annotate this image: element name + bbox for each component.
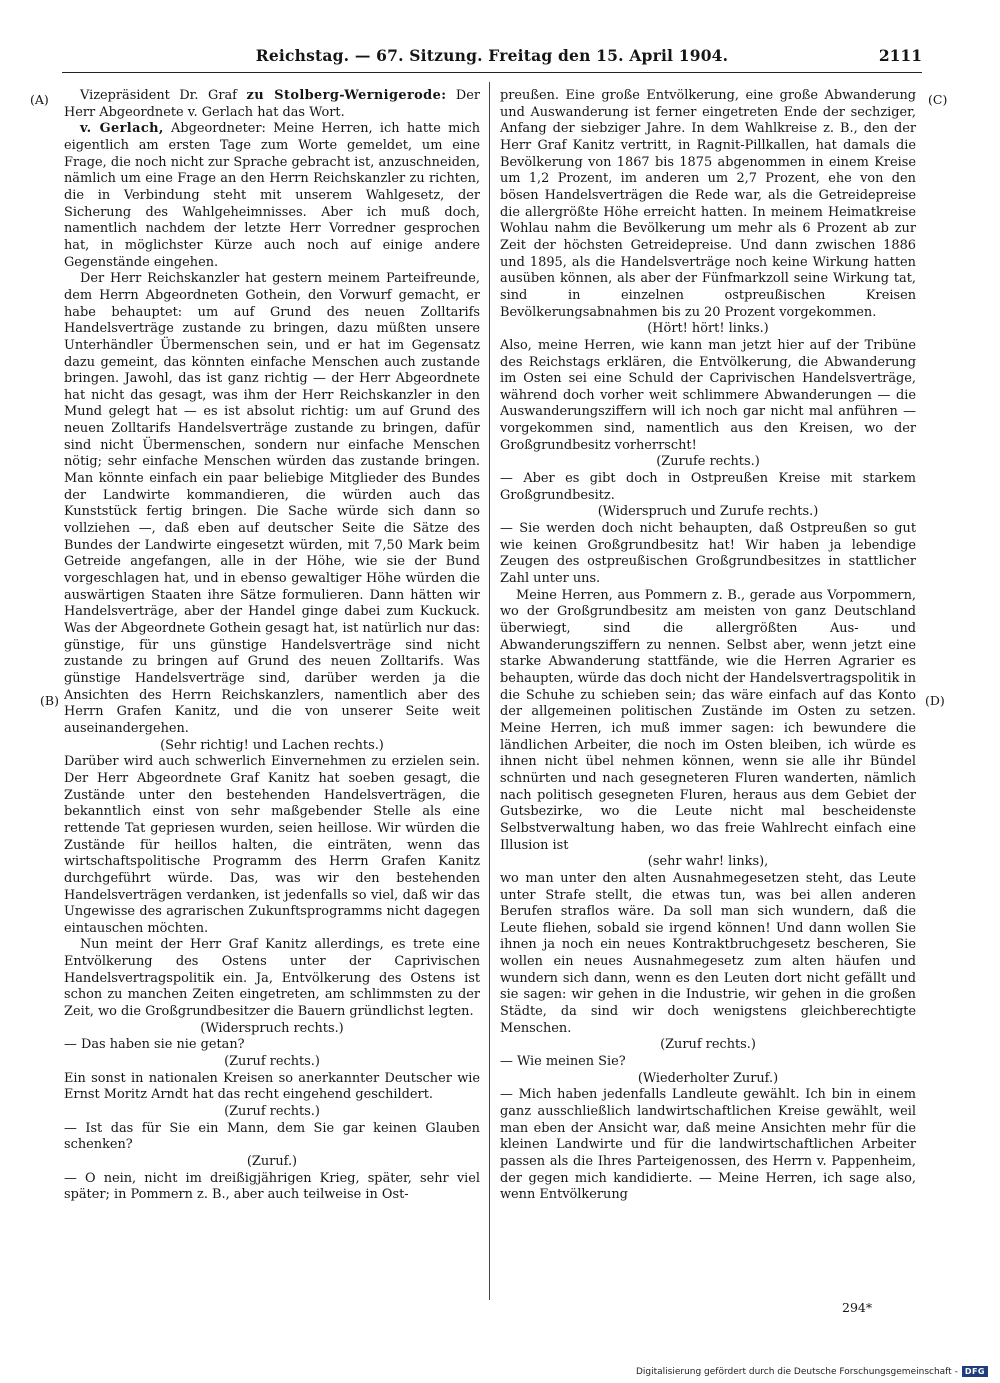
dfg-logo: DFG	[962, 1366, 988, 1377]
paragraph: Der Herr Reichskanzler hat gestern meinem Parteifreunde, dem Herrn Abgeordneten Gothein, den Vorwurf gemacht, er habe behauptet: um auf Grund des neuen Zolltarifs Handelsverträge zustande zu bringen, dazu müßten unsere Unterhändler Übermenschen sein, und er hat im Gegensatz dazu gemeint, das könnten einfache Menschen auch zustande bringen. Jawohl, das ist ganz richtig — der Herr Abgeordnete hat nicht das gesagt, was ihm der Herr Reichskanzler in den Mund gelegt hat — es ist absolut richtig: um auf Grund des neuen Zolltarifs Handelsverträge zustande zu bringen, dafür sind nicht Übermenschen, sondern nur einfache Menschen nötig; sehr einfache Menschen würden das zustande bringen. Man könnte einfach ein paar beliebige Mitglieder des Bundes der Landwirte kommandieren, die würden auch das Kunststück fertig bringen. Die Sache würde sich dann so vollziehen —, daß eben auf deutscher Seite die Sätze des Bundes der Landwirte eingesetzt würden, mit 7,50 Mark beim Getreide angefangen, alle in der Höhe, wie sie der Bund vorgeschlagen hat, und in ebenso gewaltiger Höhe würden die auswärtigen Staaten ihre Sätze formulieren. Dann hätten wir Handelsverträge, aber der Handel ginge dabei zum Kuckuck. Was der Abgeordnete Gothein gesagt hat, ist natürlich nur das: günstige, für uns günstige Handelsverträge sind nicht zustande zu bringen auf Grund des neuen Zolltarifs. Was günstige Handelsverträge sind, darüber werden ja die Ansichten des Herrn Reichskanzlers, namentlich aber des Herrn Grafen Kanitz, und die von unserer Seite weit auseinandergehen.	[64, 271, 480, 736]
paragraph: — Das haben sie nie getan?	[64, 1037, 245, 1053]
credit-text: Digitalisierung gefördert durch die Deutsche Forschungsgemeinschaft -	[635, 1366, 958, 1377]
page-header	[62, 44, 922, 73]
interjection: (Widerspruch und Zurufe rechts.)	[597, 504, 819, 520]
digitization-credit	[636, 1366, 988, 1377]
interjection: (Zurufe rechts.)	[656, 454, 760, 470]
paragraph: — Ist das für Sie ein Mann, dem Sie gar keinen Glauben schenken?	[64, 1120, 480, 1153]
margin-marker-b: (B)	[40, 693, 59, 708]
paragraph: preußen. Eine große Entvölkerung, eine große Abwanderung und Auswanderung ist ferner eingetreten Ende der sechziger, Anfang der siebziger Jahre. In dem Wahlkreise z. B., den der Herr Graf Kanitz vertritt, in Ragnit-Pillkallen, hat damals die Bevölkerung von 1867 bis 1875 abgenommen in einem Kreise um 1,2 Prozent, im anderen um 2,7 Prozent, ehe von den bösen Handelsverträgen die Rede war, als die Getreidepreise die allergrößte Höhe erreicht hatten. In meinem Heimatkreise Wohlau nahm die Bevölkerung um mehr als 6 Prozent ab zur Zeit der höchsten Getreidepreise. Und dann zwischen 1886 und 1895, als die Handelsverträge noch keine Wirkung hatten ausüben können, als aber der Fünfmarkzoll seine Wirkung tat, sind in einzelnen ostpreußischen Kreisen Bevölkerungsabnahmen bis zu 20 Prozent vorgekommen.	[500, 88, 916, 320]
paragraph: Darüber wird auch schwerlich Einvernehmen zu erzielen sein. Der Herr Abgeordnete Graf Kanitz hat soeben gesagt, die Zustände unter den bestehenden Handelsverträgen, die bekanntlich einst von sehr maßgebender Stelle als eine rettende Tat gepriesen wurden, seien heillose. Wir würden die Zustände für heillos halten, die einträten, wenn das wirtschaftspolitische Programm des Herrn Grafen Kanitz durchgeführt würde. Das, was wir den bestehenden Handelsverträgen verdanken, ist jedenfalls so viel, daß wir das Ungewisse des agrarischen Zukunftsprogramms nicht dagegen eintauschen möchten.	[64, 754, 480, 936]
interjection: (Wiederholter Zuruf.)	[637, 1070, 779, 1086]
speaker-name: v. Gerlach,	[80, 121, 164, 137]
speaker-name: zu Stolberg-Wernigerode:	[246, 88, 447, 103]
interjection: (Zuruf rechts.)	[224, 1104, 320, 1120]
paragraph: Also, meine Herren, wie kann man jetzt hier auf der Tribüne des Reichstags erklären, die Entvölkerung, die Abwanderung im Osten sei eine Schuld der Caprivischen Handelsverträge, während doch vorher weit schlimmere Abwanderungen — die Auswanderungsziffern will ich noch gar nicht mal anführen — vorgekommen sind, namentlich aus den Kreisen, wo der Großgrundbesitz vorherrscht!	[500, 337, 916, 453]
page-number: 2111	[878, 46, 922, 65]
right-text-column	[500, 88, 916, 1278]
paragraph: wo man unter den alten Ausnahmegesetzen steht, das Leute unter Strafe stellt, die etwas tun, was bei allen anderen Berufen straflos wäre. Da soll man sich wundern, daß die Leute fliehen, sobald sie irgend können! Und dann wollen Sie ihnen ja noch ein neues Kontraktbruchgesetz bescheren, Sie wollen ein neues Ausnahmegesetz zum alten häufen und wundern sich dann, wenn es den Leuten dort nicht gefällt und sie sagen: wir gehen in die Industrie, wir gehen in die großen Städte, da sind wir doch wenigstens gleichberechtigte Menschen.	[500, 870, 916, 1036]
interjection: (Zuruf rechts.)	[660, 1037, 756, 1053]
paragraph: — Aber es gibt doch in Ostpreußen Kreise mit starkem Großgrundbesitz.	[500, 471, 916, 503]
signature-mark: 294*	[842, 1300, 873, 1315]
running-head: Reichstag. — 67. Sitzung. Freitag den 15. April 1904.	[255, 46, 729, 65]
paragraph: Meine Herren, aus Pommern z. B., gerade aus Vorpommern, wo der Großgrundbesitz am meisten von ganz Deutschland überwiegt, sind die allergrößten Aus- und Abwanderungsziffern zu nennen. Selbst aber, wenn jetzt eine starke Abwanderung stattfände, wie die Herren Agrarier es behaupten, würde das doch nicht der Handelsvertragspolitik in die Schuhe zu schieben sein; das wäre einfach auf das Konto der allgemeinen politischen Zustände im Osten zu setzen. Meine Herren, ich muß immer sagen: ich bewundere die ländlichen Arbeiter, die noch im Osten bleiben, ich würde es ihnen nicht übel nehmen können, wenn sie alle ihr Bündel schnürten und nach gesegneteren Fluren wanderten, nämlich nach politisch gesegneten Fluren, heraus aus dem Gebiet der Gutsbezirke, wo die Leute nicht mal bescheidenste Selbstverwaltung haben, wo das freie Wahlrecht einfach eine Illusion ist	[500, 587, 916, 853]
interjection: (Zuruf rechts.)	[224, 1054, 320, 1070]
paragraph: Vizepräsident Dr. Graf zu Stolberg-Wernigerode: Der Herr Abgeordnete v. Gerlach hat das Wort.	[64, 88, 480, 120]
paragraph: Ein sonst in nationalen Kreisen so anerkannter Deutscher wie Ernst Moritz Arndt hat das recht eingehend geschildert.	[64, 1070, 480, 1103]
left-text-column	[64, 88, 480, 1278]
interjection: (Hört! hört! links.)	[647, 321, 769, 337]
paragraph: — Wie meinen Sie?	[500, 1054, 626, 1070]
paragraph: — Mich haben jedenfalls Landleute gewählt. Ich bin in einem ganz ausschließlich landwirtschaftlichen Kreise gewählt, weil man eben der Ansicht war, daß meine Ansichten mehr für die kleinen Landwirte und für die landwirtschaftlichen Arbeiter passen als die Ihres Parteigenossen, des Herrn v. Pappenheim, der gegen mich kandidierte. — Meine Herren, ich sage also, wenn Entvölkerung	[500, 1087, 916, 1203]
interjection: (Widerspruch rechts.)	[200, 1020, 344, 1036]
interjection: (Sehr richtig! und Lachen rechts.)	[160, 737, 384, 753]
margin-marker-c: (C)	[928, 92, 948, 107]
margin-marker-a: (A)	[30, 92, 49, 107]
paragraph: Nun meint der Herr Graf Kanitz allerdings, es trete eine Entvölkerung des Ostens unter der Caprivischen Handelsvertragspolitik ein. Ja, Entvölkerung des Ostens ist schon zu manchen Zeiten eingetreten, am schlimmsten zu der Zeit, wo die Großgrundbesitzer die Bauern gründlichst legten.	[64, 937, 480, 1020]
margin-marker-d: (D)	[925, 693, 945, 708]
paragraph: — Sie werden doch nicht behaupten, daß Ostpreußen so gut wie keinen Großgrundbesitz hat! Wir haben ja lebendige Zeugen des ostpreußischen Großgrundbesitzes in stattlicher Zahl unter uns.	[500, 521, 916, 587]
interjection: (Zuruf.)	[246, 1154, 298, 1169]
paragraph: — O nein, nicht im dreißigjährigen Krieg, später, sehr viel später; in Pommern z. B., aber auch teilweise in Ost-	[64, 1170, 480, 1203]
paragraph: v. Gerlach, Abgeordneter: Meine Herren, ich hatte mich eigentlich am ersten Tage zum Worte gemeldet, um eine Frage, die noch nicht zur Sprache gebracht ist, anzuschneiden, nämlich um eine Frage an den Herrn Reichskanzler zu richten, die in Verbindung steht mit unserem Wahlgesetz, der Sicherung des Wahlgeheimnisses. Aber ich muß doch, namentlich nachdem der letzte Herr Vorredner gesprochen hat, in möglichster Kürze auch noch auf einige andere Gegenstände eingehen.	[64, 121, 480, 270]
column-divider	[489, 82, 490, 1300]
interjection: (sehr wahr! links),	[647, 854, 769, 870]
